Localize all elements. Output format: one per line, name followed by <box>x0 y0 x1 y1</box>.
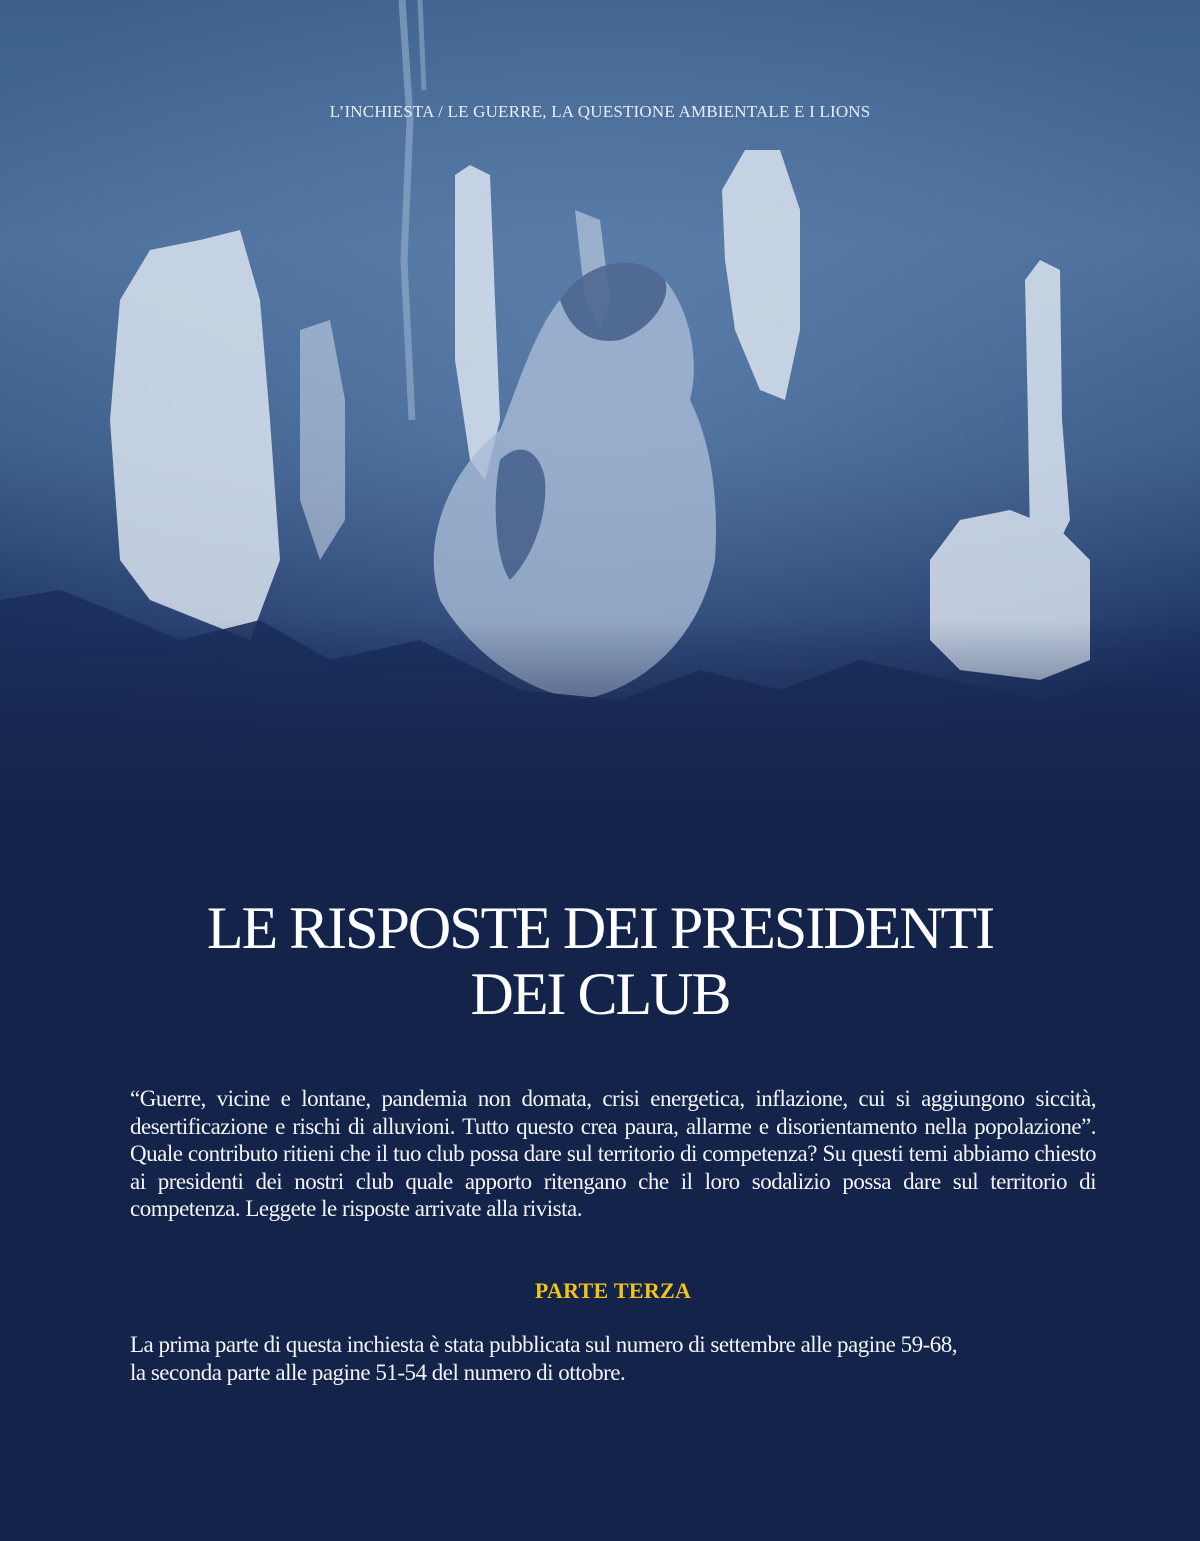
article-title-line-2: DEI CLUB <box>470 961 730 1027</box>
part-label: PARTE TERZA <box>534 1278 692 1303</box>
section-kicker: L’INCHIESTA / LE GUERRE, LA QUESTIONE AMBIENTALE E I LIONS <box>329 102 871 121</box>
publication-note-line-2: la seconda parte alle pagine 51-54 del numero di ottobre. <box>130 1359 626 1385</box>
publication-note <box>130 1331 1110 1386</box>
article-intro: “Guerre, vicine e lontane, pandemia non domata, crisi energetica, inflazione, cui si aggiungono siccità, desertificazione e rischi di alluvioni. Tutto questo crea paura, allarme e disorientamento nella popolazione”. Quale contributo ritieni che il tuo club possa dare sul territorio di competenza? Su questi temi abbiamo chiesto ai presidenti dei nostri club quale apporto ritengano che il loro sodalizio possa dare sul territorio di competenza. Leggete le risposte arrivate alla rivista. <box>130 1086 1096 1221</box>
article-title-line-1: LE RISPOSTE DEI PRESIDENTI <box>206 895 994 961</box>
article-title <box>60 895 1140 1027</box>
publication-note-line-1: La prima parte di questa inchiesta è stata pubblicata sul numero di settembre alle pagine 59-68, <box>130 1332 957 1357</box>
